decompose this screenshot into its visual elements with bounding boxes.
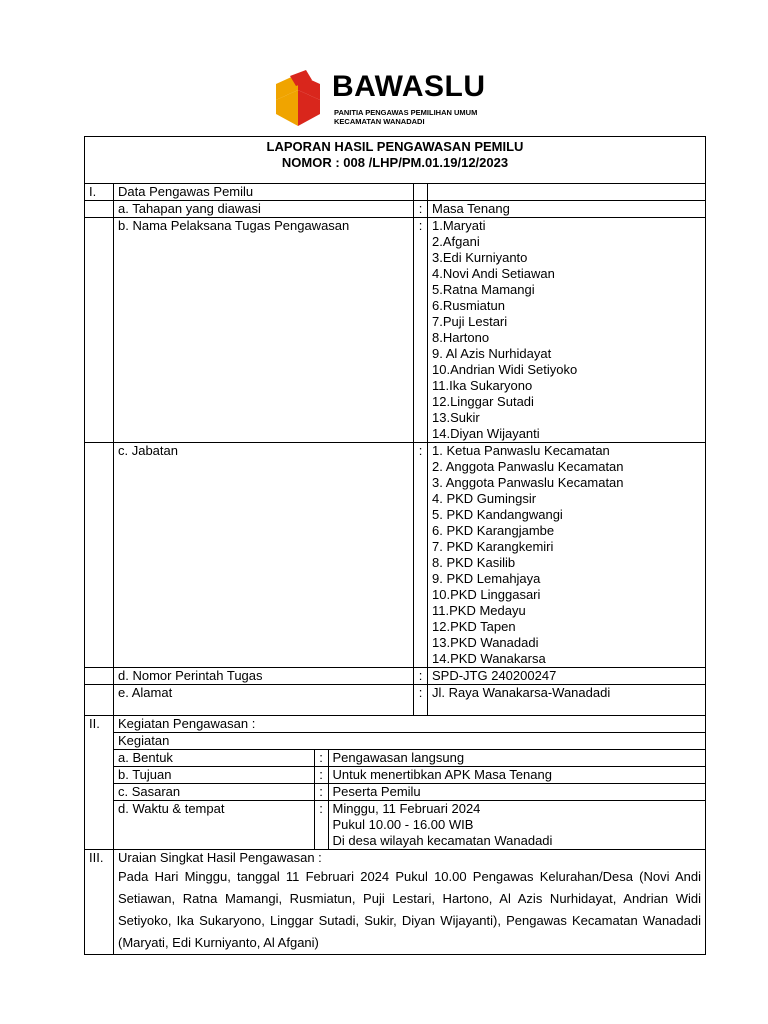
sasaran-label: c. Sasaran <box>114 784 314 801</box>
tahapan-value: Masa Tenang <box>428 201 706 218</box>
list-item: 10.Andrian Widi Setiyoko <box>432 362 578 377</box>
list-item: 2.Afgani <box>432 234 480 249</box>
waktu-line: Di desa wilayah kecamatan Wanadadi <box>332 833 553 848</box>
section3-heading: Uraian Singkat Hasil Pengawasan : <box>118 850 322 865</box>
waktu-line: Minggu, 11 Februari 2024 <box>332 801 481 816</box>
section2-sub: Kegiatan <box>114 733 705 750</box>
ballot-box-icon <box>268 70 328 128</box>
list-item: 13.Sukir <box>432 410 480 425</box>
bawaslu-logo <box>268 70 508 130</box>
alamat-value: Jl. Raya Wanakarsa-Wanadadi <box>428 685 706 716</box>
nomor-label: d. Nomor Perintah Tugas <box>114 668 414 685</box>
org-sub-line2: KECAMATAN WANADADI <box>334 117 425 126</box>
org-sub-line1: PANITIA PENGAWAS PEMILIHAN UMUM <box>334 108 478 117</box>
list-item: 5. PKD Kandangwangi <box>432 507 563 522</box>
list-item: 4. PKD Gumingsir <box>432 491 537 506</box>
waktu-label: d. Waktu & tempat <box>114 801 314 850</box>
tujuan-label: b. Tujuan <box>114 767 314 784</box>
nama-label: b. Nama Pelaksana Tugas Pengawasan <box>114 218 414 443</box>
waktu-value <box>328 801 705 850</box>
section2-heading: Kegiatan Pengawasan : <box>114 716 705 733</box>
jabatan-list <box>428 443 706 668</box>
list-item: 6. PKD Karangjambe <box>432 523 555 538</box>
list-item: 11.Ika Sukaryono <box>432 378 533 393</box>
list-item: 4.Novi Andi Setiawan <box>432 266 555 281</box>
list-item: 7. PKD Karangkemiri <box>432 539 554 554</box>
org-subtitle <box>334 108 477 126</box>
list-item: 10.PKD Linggasari <box>432 587 541 602</box>
section1-num: I. <box>85 184 114 201</box>
section3-body: Pada Hari Minggu, tanggal 11 Februari 2024 Pukul 10.00 Pengawas Kelurahan/Desa (Novi Andi Setiawan, Ratna Mamangi, Rusmiatun, Puji Lestari, Hartono, Al Azis Nurhidayat, Andrian Widi Setiyoko, Ika Sukaryono, Linggar Sutadi, Sukir, Diyan Wijayanti), Pengawas Kecamatan Wanadadi (Maryati, Edi Kurniyanto, Al Afgani) <box>118 869 701 950</box>
bentuk-value: Pengawasan langsung <box>328 750 705 767</box>
report-table: LAPORAN HASIL PENGAWASAN PEMILU NOMOR : 008 /LHP/PM.01.19/12/2023 I. Data Pengawas Pemilu a. Tahapan yang diawasi : Masa Tenang b. Nama Pelaksana Tugas Pengawasan : 1.Maryati 2.Afgani 3.Edi Kurniyanto 4.Novi Andi Setiawan 5.Ratna Mamangi 6.Rusmiatun 7.Puji Lestari 8.Hartono 9. Al Azis Nurhidayat 10.Andrian Widi Setiyoko 11.Ika Sukaryono 12.Linggar Sutadi 13.Sukir 14.Diyan Wijayanti c. Jabatan : 1. Ketua Panwaslu Kecamatan 2. Anggota Panwaslu Kecamatan 3. Anggota Panwaslu Kecamatan 4. PKD Gumingsir 5. PKD Kandangwangi 6. PKD Karangjambe 7. PKD Karangkemiri 8. PKD Kasilib 9. PKD Lemahjaya 10.PKD Linggasari 11.PKD Medayu 12.PKD Tapen 13.PKD Wanadadi 14.PKD Wanakarsa d. Nomor Perintah Tugas : SPD-JTG 240200247 e. Alamat : Jl. Raya Wanakarsa-Wanadadi II. Kegiatan Pengawasan : Kegiatan a. Bentuk : Pengawasan langsung b. Tujuan : Untuk menertibkan APK Masa Tenang c. Sasaran : Peserta Pemilu d. Waktu & tempat : Minggu, 11 Februari 2024 Pukul 10.00 - 16.00 WIB Di desa wilayah kecamatan Wanadadi III. Uraian Singkat Hasil Pengawasan : Pada Hari Minggu, tanggal 11 Februari 2024 Pukul 10.00 Pengawas Kelurahan/Desa (Novi Andi Setiawan, Ratna Mamangi, Rusmiatun, Puji Lestari, Hartono, Al Azis Nurhidayat, Andrian Widi Setiyoko, Ika Sukaryono, Linggar Sutadi, Sukir, Diyan Wijayanti), Pengawas Kecamatan Wanadadi (Maryati, Edi Kurniyanto, Al Afgani) <box>84 136 706 955</box>
list-item: 14.PKD Wanakarsa <box>432 651 546 666</box>
section1-heading: Data Pengawas Pemilu <box>114 184 414 201</box>
list-item: 13.PKD Wanadadi <box>432 635 539 650</box>
org-name: BAWASLU <box>332 70 486 103</box>
names-list <box>428 218 706 443</box>
nomor-value: SPD-JTG 240200247 <box>428 668 706 685</box>
list-item: 5.Ratna Mamangi <box>432 282 535 297</box>
list-item: 3.Edi Kurniyanto <box>432 250 528 265</box>
bentuk-label: a. Bentuk <box>114 750 314 767</box>
list-item: 9. Al Azis Nurhidayat <box>432 346 552 361</box>
alamat-label: e. Alamat <box>114 685 414 716</box>
section2-num: II. <box>85 716 114 850</box>
list-item: 3. Anggota Panwaslu Kecamatan <box>432 475 624 490</box>
list-item: 2. Anggota Panwaslu Kecamatan <box>432 459 624 474</box>
report-number: NOMOR : 008 /LHP/PM.01.19/12/2023 <box>281 155 509 170</box>
report-title-cell <box>85 137 706 184</box>
list-item: 6.Rusmiatun <box>432 298 505 313</box>
list-item: 8.Hartono <box>432 330 490 345</box>
sasaran-value: Peserta Pemilu <box>328 784 705 801</box>
list-item: 9. PKD Lemahjaya <box>432 571 541 586</box>
jabatan-label: c. Jabatan <box>114 443 414 668</box>
list-item: 1. Ketua Panwaslu Kecamatan <box>432 443 610 458</box>
report-title: LAPORAN HASIL PENGAWASAN PEMILU <box>266 139 524 154</box>
tahapan-label: a. Tahapan yang diawasi <box>114 201 414 218</box>
list-item: 12.PKD Tapen <box>432 619 516 634</box>
section3-block <box>114 850 706 955</box>
section3-num: III. <box>85 850 114 955</box>
list-item: 12.Linggar Sutadi <box>432 394 534 409</box>
list-item: 7.Puji Lestari <box>432 314 508 329</box>
list-item: 11.PKD Medayu <box>432 603 526 618</box>
section2-block: Kegiatan Pengawasan : Kegiatan a. Bentuk : Pengawasan langsung b. Tujuan : Untuk menertibkan APK Masa Tenang c. Sasaran : Peserta Pemilu d. Waktu & tempat : Minggu, 11 Februari 2024 Pukul 10.00 - 16.00 WIB Di desa wilayah kecamatan Wanadadi <box>114 716 706 850</box>
waktu-line: Pukul 10.00 - 16.00 WIB <box>332 817 474 832</box>
list-item: 14.Diyan Wijayanti <box>432 426 540 441</box>
tujuan-value: Untuk menertibkan APK Masa Tenang <box>328 767 705 784</box>
list-item: 1.Maryati <box>432 218 486 233</box>
list-item: 8. PKD Kasilib <box>432 555 516 570</box>
